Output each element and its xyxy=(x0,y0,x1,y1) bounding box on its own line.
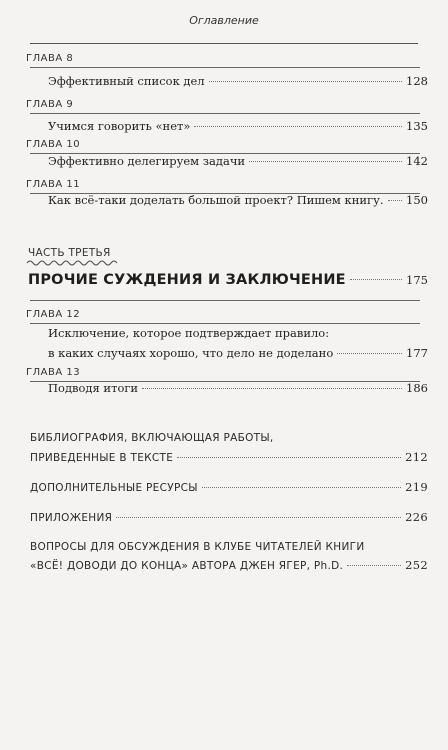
part-title: ПРОЧИЕ СУЖДЕНИЯ И ЗАКЛЮЧЕНИЕ xyxy=(28,272,346,288)
page-number: 128 xyxy=(406,74,428,88)
page-number: 175 xyxy=(406,273,428,287)
toc-entry-bibliography-line2[interactable] xyxy=(30,450,428,464)
chapter-8-rule xyxy=(30,67,420,68)
toc-entry-chapter-12-line1[interactable] xyxy=(48,326,428,340)
dot-leader xyxy=(347,565,401,566)
page-number: 186 xyxy=(406,381,428,395)
toc-entry-title: ПРИЛОЖЕНИЯ xyxy=(30,512,113,524)
header-divider xyxy=(30,43,418,44)
toc-entry-chapter-13[interactable] xyxy=(48,381,428,395)
toc-entry-title-continued: ПРИВЕДЕННЫЕ В ТЕКСТЕ xyxy=(30,452,174,464)
toc-entry-title: Эффективно делегируем задачи xyxy=(48,154,246,168)
toc-entry-appendices[interactable] xyxy=(30,510,428,524)
page-number: 135 xyxy=(406,119,428,133)
chapter-11-label: ГЛАВА 11 xyxy=(26,179,81,190)
toc-entry-chapter-9[interactable] xyxy=(48,119,428,133)
page-number: 177 xyxy=(406,346,428,360)
part-label: ЧАСТЬ ТРЕТЬЯ xyxy=(28,247,111,259)
toc-entry-title: ВОПРОСЫ ДЛЯ ОБСУЖДЕНИЯ В КЛУБЕ ЧИТАТЕЛЕЙ КНИГИ xyxy=(30,541,365,553)
toc-entry-discussion-questions-line1[interactable] xyxy=(30,541,428,553)
chapter-12-label: ГЛАВА 12 xyxy=(26,309,81,320)
page-number: 142 xyxy=(406,154,428,168)
part-rule xyxy=(30,300,420,301)
toc-entry-title: ДОПОЛНИТЕЛЬНЫЕ РЕСУРСЫ xyxy=(30,482,198,494)
chapter-12-rule xyxy=(30,323,420,324)
toc-entry-discussion-questions-line2[interactable] xyxy=(30,558,428,572)
chapter-13-label: ГЛАВА 13 xyxy=(26,367,81,378)
toc-entry-chapter-11[interactable] xyxy=(48,193,428,207)
dot-leader xyxy=(142,388,402,389)
dot-leader xyxy=(177,457,401,458)
dot-leader xyxy=(194,126,402,127)
chapter-9-rule xyxy=(30,113,420,114)
toc-entry-title: Подводя итоги xyxy=(48,381,139,395)
toc-entry-title: Как всё-таки доделать большой проект? Пишем книгу. xyxy=(48,193,384,207)
toc-entry-title-continued: в каких случаях хорошо, что дело не доделано xyxy=(48,346,334,360)
chapter-9-label: ГЛАВА 9 xyxy=(26,99,74,110)
page-number: 226 xyxy=(405,510,428,524)
dot-leader xyxy=(388,200,403,201)
toc-entry-additional-resources[interactable] xyxy=(30,480,428,494)
page-number: 212 xyxy=(405,450,428,464)
chapter-10-label: ГЛАВА 10 xyxy=(26,139,81,150)
dot-leader xyxy=(116,517,401,518)
page-number: 150 xyxy=(406,193,428,207)
toc-entry-title: Исключение, которое подтверждает правило: xyxy=(48,326,330,340)
toc-entry-chapter-10[interactable] xyxy=(48,154,428,168)
toc-entry-part-three[interactable] xyxy=(28,272,428,288)
toc-entry-chapter-12-line2[interactable] xyxy=(48,346,428,360)
dot-leader xyxy=(249,161,402,162)
toc-entry-title: Эффективный список дел xyxy=(48,74,205,88)
dot-leader xyxy=(337,353,402,354)
chapter-8-label: ГЛАВА 8 xyxy=(26,53,74,64)
dot-leader xyxy=(350,279,402,280)
toc-entry-chapter-8[interactable] xyxy=(48,74,428,88)
toc-entry-bibliography-line1[interactable] xyxy=(30,432,428,444)
dot-leader xyxy=(202,487,401,488)
toc-entry-title: Учимся говорить «нет» xyxy=(48,119,191,133)
wavy-underline-icon xyxy=(26,258,118,266)
toc-entry-title-continued: «ВСЁ! ДОВОДИ ДО КОНЦА» АВТОРА ДЖЕН ЯГЕР, Ph.D. xyxy=(30,560,344,572)
page-number: 219 xyxy=(405,480,428,494)
toc-entry-title: БИБЛИОГРАФИЯ, ВКЛЮЧАЮЩАЯ РАБОТЫ, xyxy=(30,432,274,444)
page-header-title: Оглавление xyxy=(189,14,259,27)
dot-leader xyxy=(209,81,402,82)
page-number: 252 xyxy=(405,558,428,572)
